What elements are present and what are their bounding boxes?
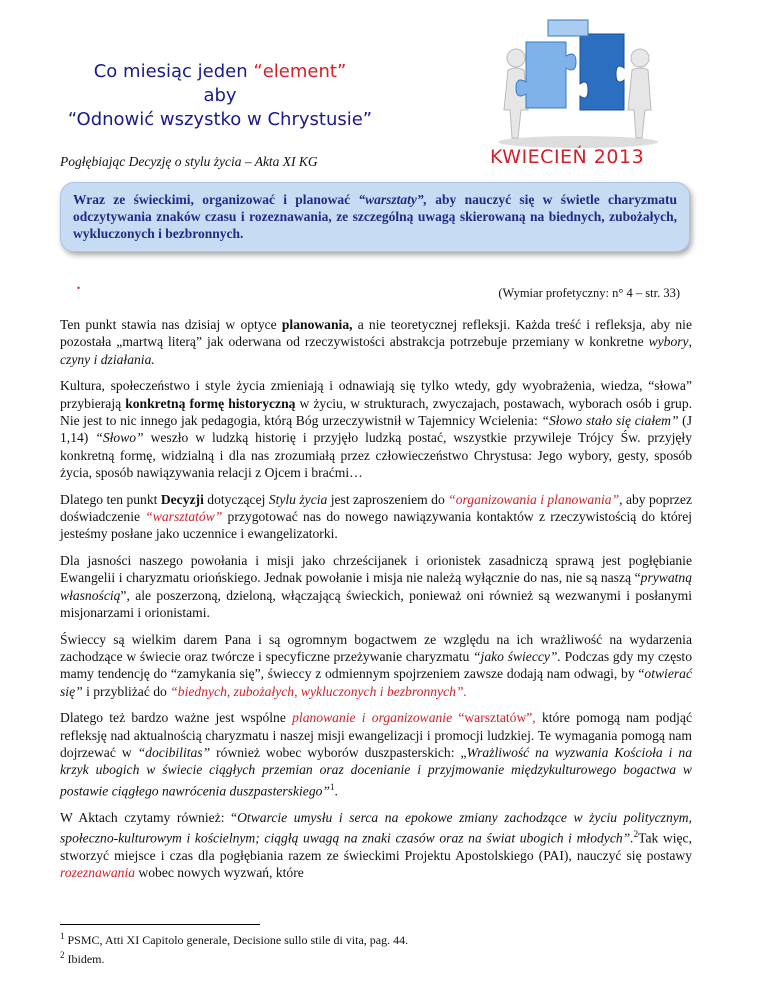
footnote-1: $^1$ PSMC, Atti XI Capitolo generale, Decisione sullo stile di vita, pag. 44. [60, 931, 409, 947]
footnote-divider [60, 924, 260, 925]
footnotes [60, 924, 692, 967]
header-title [60, 60, 380, 132]
header-line-2: aby [203, 85, 237, 106]
paragraph-6: Dlatego też bardzo ważne jest wspólne planowanie i organizowanie “warsztatów”, które pomogą nam podjąć refleksję nad aktualnością charyzmatu i naszej misji ewangelizacji i promocji ludzkiej. Te wymagania pomogą nam dojrzewać w “docibilitas” również wobec wyborów duszpasterskich: „Wrażliwość na wyzwania Kościoła i na krzyk ubogich w świecie ciągłych przemian oraz docenianie i przyjmowanie międzykulturowego bogactwa w postawie ciągłego nawrócenia duszpasterskiego”$^1$. [60, 710, 693, 799]
paragraph-2: Kultura, społeczeństwo i style życia zmieniają i odnawiają się tylko wtedy, gdy wyobrażenia, wiedza, “słowa” przybierają konkretną formę historyczną w życiu, w strukturach, zwyczajach, postawach, wyborach osób i grup. Nie jest to nic innego jak pedagogia, którą Bóg urzeczywistnił w Tajemnicy Wcielenia: “Słowo stało się ciałem” (J 1,14) “Słowo” weszło w ludzką historię i przyjęło ludzką postać, wszystkie przywileje Trójcy Św. przyjęły konkretną formę, widzialną i dla nas zrozumiałą przez człowieczeństwo Chrystusa: Jego wybory, gesty, sposób życia, sposób nawiązywania relacji z Ojcem i braćmi… [60, 378, 693, 481]
header-line-3: “Odnowić wszystko w Chrystusie” [67, 109, 373, 130]
paragraph-7: W Aktach czytamy również: “Otwarcie umysłu i serca na epokowe zmiany zachodzące w życiu politycznym, społeczno-kulturowym i kościelnym; ciągłą uwagą na znaki czasów oraz na świat ubogich i młodych”.$^2$Tak więc, stworzyć miejsce i czas dla pogłębiania razem ze świeckimi Projektu Apostolskiego (PAI), nauczyć się postawy rozeznawania wobec nowych wyzwań, które [60, 809, 693, 881]
body-text [60, 316, 692, 891]
red-bullet: . [76, 272, 81, 294]
puzzle-figures-illustration [478, 12, 676, 152]
month-label: KWIECIEŃ 2013 [490, 146, 645, 168]
header-line-1: Co miesiąc jeden “element” [93, 61, 347, 82]
paragraph-4: Dla jasności naszego powołania i misji jako chrześcijanek i orionistek zasadniczą sprawą jest pogłębianie Ewangelii i charyzmatu oriońskiego. Jednak powołanie i misja nie należą wyłącznie do nas, nie są naszą “prywatną własnością”, ale poszerzoną, dzieloną, włączającą świeckich, ponieważ oni również są wezwanymi i posłanymi misjonarzami i orionistami. [60, 552, 692, 621]
paragraph-5: Świeccy są wielkim darem Pana i są ogromnym bogactwem ze względu na ich wrażliwość na wydarzenia zachodzące w świecie oraz twórcze i specyficzne przeżywanie charyzmatu “jako świeccy”. Podczas gdy my często mamy tendencję do “zamykania się”, świeccy z odmiennym spojrzeniem zawsze dodają nam odwagi, by “otwierać się” i przybliżać do “biednych, zubożałych, wykluczonych i bezbronnych”. [60, 631, 692, 699]
footnote-2: $^2$ Ibidem. [60, 950, 105, 966]
header-highlight-word: “element” [253, 61, 347, 82]
reference-note: (Wymiar profetyczny: n° 4 – str. 33) [498, 286, 680, 300]
paragraph-1: Ten punkt stawia nas dzisiaj w optyce planowania, a nie teoretycznej refleksji. Każda treść i refleksja, aby nie pozostała „martwą literą” jak oderwana od rzeczywistości abstrakcja potrzebuje przemiany w konkretne wybory, czyny i działania. [60, 317, 692, 367]
subtitle: Pogłębiając Decyzję o stylu życia – Akta XI KG [60, 154, 318, 169]
paragraph-3: Dlatego ten punkt Decyzji dotyczącej Stylu życia jest zaproszeniem do “organizowania i planowania”, aby poprzez doświadczenie “warsztatów” przygotować nas do nowego nawiązywania kontaktów z rzeczywistością do której jesteśmy posłane jako uczennice i ewangelizatorki. [60, 491, 692, 542]
highlight-box [60, 182, 690, 252]
highlight-text: Wraz ze świeckimi, organizować i planować “warsztaty”, aby nauczyć się w świetle charyzmatu odczytywania znaków czasu i rozeznawania, ze szczególną uwagą skierowaną na biednych, zubożałych, wykluczonych i bezbronnych. [73, 192, 677, 241]
